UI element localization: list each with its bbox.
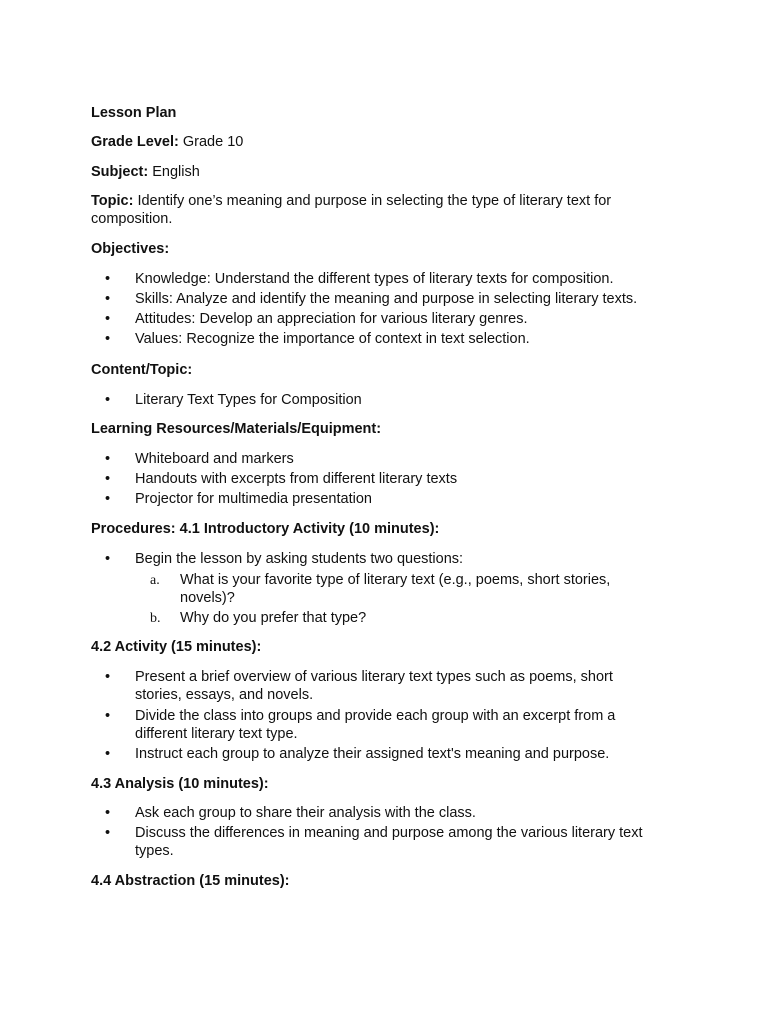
doc-title: Lesson Plan [91, 105, 177, 121]
bullet-glyph: • [105, 708, 111, 724]
bullet-glyph: • [105, 331, 111, 347]
abstraction-heading: 4.4 Abstraction (15 minutes): [91, 873, 290, 889]
bullet-glyph: • [105, 471, 111, 487]
objective-item: Knowledge: Understand the different types of literary texts for composition. [135, 271, 614, 287]
activity-item: Instruct each group to analyze their assigned text's meaning and purpose. [135, 746, 610, 762]
topic-text-line2: composition. [91, 211, 173, 227]
bullet-glyph: • [105, 551, 111, 567]
grade-level-line [91, 134, 243, 151]
procedures-heading: Procedures: 4.1 Introductory Activity (10 minutes): [91, 521, 440, 537]
sub-item-text: What is your favorite type of literary text (e.g., poems, short stories, novels)? [180, 572, 611, 606]
topic-line [91, 193, 611, 210]
bullet-glyph: • [105, 291, 111, 307]
objective-item: Attitudes: Develop an appreciation for various literary genres. [135, 311, 528, 327]
objective-item: Values: Recognize the importance of context in text selection. [135, 331, 530, 347]
analysis-item: Discuss the differences in meaning and purpose among the various literary text types. [135, 825, 643, 859]
resource-item: Projector for multimedia presentation [135, 491, 372, 507]
bullet-glyph: • [105, 271, 111, 287]
activity-item: Divide the class into groups and provide each group with an excerpt from a different literary text type. [135, 708, 616, 742]
objectives-heading: Objectives: [91, 241, 170, 257]
grade-level-value: Grade 10 [178, 134, 244, 150]
resource-item: Whiteboard and markers [135, 451, 294, 467]
sub-item-marker: a. [150, 573, 160, 588]
bullet-glyph: • [105, 311, 111, 327]
bullet-glyph: • [105, 669, 111, 685]
content-item: Literary Text Types for Composition [135, 392, 362, 408]
intro-activity-item: Begin the lesson by asking students two questions: [135, 551, 464, 567]
bullet-glyph: • [105, 825, 111, 841]
bullet-glyph: • [105, 805, 111, 821]
bullet-glyph: • [105, 491, 111, 507]
analysis-item: Ask each group to share their analysis with the class. [135, 805, 476, 821]
activity-item: Present a brief overview of various literary text types such as poems, short stories, essays, and novels. [135, 669, 613, 703]
subject-value: English [148, 164, 200, 180]
subject-line [91, 164, 200, 181]
analysis-heading: 4.3 Analysis (10 minutes): [91, 776, 269, 792]
bullet-glyph: • [105, 392, 111, 408]
sub-item-text: Why do you prefer that type? [180, 610, 367, 626]
subject-label: Subject: [91, 164, 149, 180]
topic-label: Topic: [91, 193, 134, 209]
activity-heading: 4.2 Activity (15 minutes): [91, 639, 262, 655]
content-topic-heading: Content/Topic: [91, 362, 193, 378]
sub-item-marker: b. [150, 611, 161, 626]
topic-text-line1: Identify one’s meaning and purpose in selecting the type of literary text for [133, 193, 612, 209]
grade-level-label: Grade Level: [91, 134, 179, 150]
bullet-glyph: • [105, 746, 111, 762]
bullet-glyph: • [105, 451, 111, 467]
resources-heading: Learning Resources/Materials/Equipment: [91, 421, 382, 437]
objective-item: Skills: Analyze and identify the meaning and purpose in selecting literary texts. [135, 291, 638, 307]
resource-item: Handouts with excerpts from different literary texts [135, 471, 458, 487]
